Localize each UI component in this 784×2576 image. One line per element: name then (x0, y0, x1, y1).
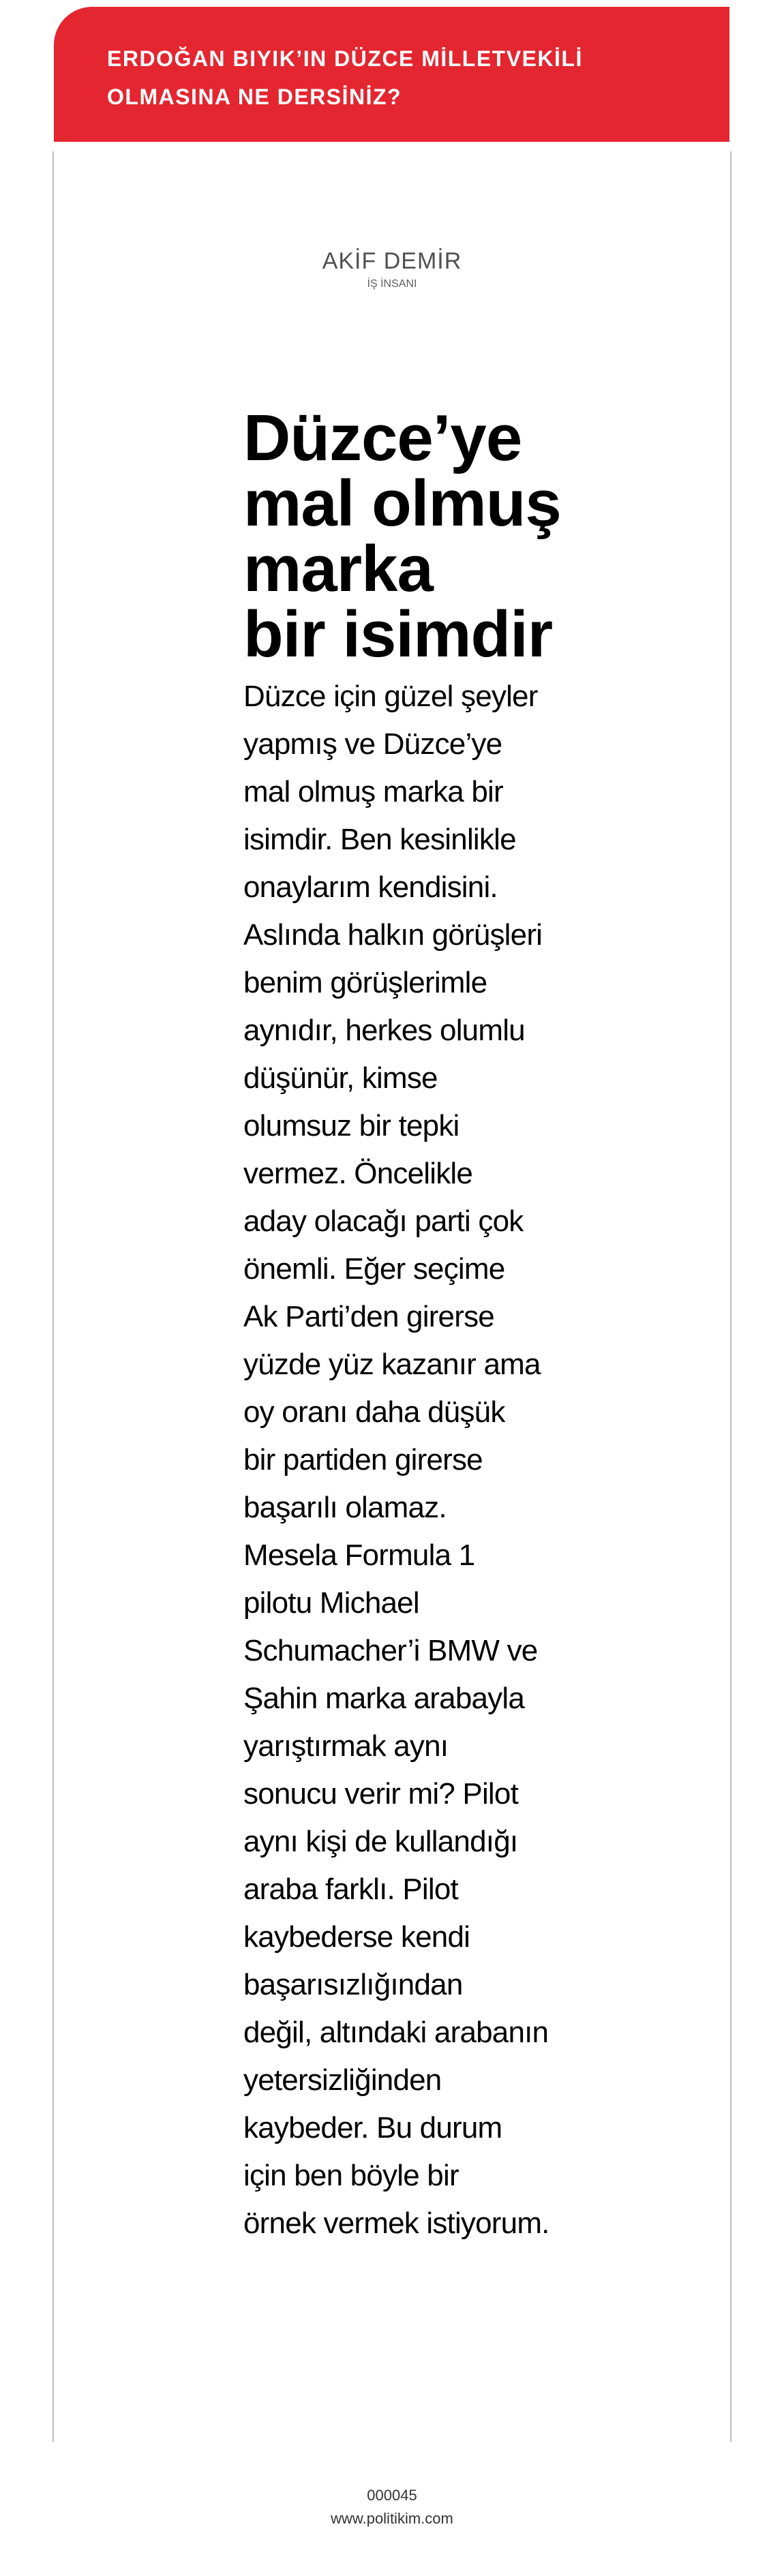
body-line: vermez. Öncelikle (243, 1157, 473, 1190)
body-line: mal olmuş marka bir (243, 775, 503, 808)
body-line: aynı kişi de kullandığı (243, 1825, 518, 1858)
right-border-rule (730, 151, 732, 2442)
body-line: aynıdır, herkes olumlu (243, 1014, 525, 1047)
banner-title (107, 40, 707, 116)
body-line: önemli. Eğer seçime (243, 1252, 505, 1286)
headline-line: marka (243, 532, 433, 605)
banner-title-line-2: OLMASINA NE DERSİNİZ? (107, 85, 402, 109)
footer (0, 2484, 784, 2530)
headline (243, 401, 571, 671)
body-line: Ak Parti’den girerse (243, 1300, 494, 1333)
banner-title-line-1: ERDOĞAN BIYIK’IN DÜZCE MİLLETVEKİLİ (107, 46, 583, 71)
body-line: bir partiden girerse (243, 1443, 483, 1476)
body-line: onaylarım kendisini. (243, 870, 498, 904)
body-line: düşünür, kimse (243, 1061, 438, 1095)
page-number: 000045 (367, 2487, 417, 2504)
headline-line: bir isimdir (243, 598, 553, 671)
author-name: AKİF DEMİR (322, 248, 462, 274)
body-line: kaybederse kendi (243, 1920, 470, 1954)
body-line: isimdir. Ben kesinlikle (243, 823, 516, 856)
body-line: aday olacağı parti çok (243, 1204, 524, 1238)
author-title: İŞ İNSANI (367, 278, 417, 290)
author-block (0, 247, 784, 292)
website-link[interactable]: www.politikim.com (331, 2510, 453, 2527)
body-line: olumsuz bir tepki (243, 1109, 459, 1142)
body-line: yarıştırmak aynı (243, 1729, 449, 1763)
body-line: örnek vermek istiyorum. (243, 2207, 549, 2240)
headline-line: mal olmuş (243, 467, 561, 540)
body-line: pilotu Michael (243, 1586, 419, 1620)
headline-line: Düzce’ye (243, 401, 522, 474)
body-line: Şahin marka arabayla (243, 1682, 525, 1715)
body-line: yüzde yüz kazanır ama (243, 1348, 541, 1381)
body-line: Aslında halkın görüşleri (243, 918, 543, 952)
body-line: başarılı olamaz. (243, 1491, 447, 1524)
body-line: değil, altındaki arabanın (243, 2016, 549, 2049)
body-line: Mesela Formula 1 (243, 1539, 475, 1572)
body-line: kaybeder. Bu durum (243, 2111, 502, 2145)
body-line: yetersizliğinden (243, 2063, 442, 2097)
body-line: Düzce için güzel şeyler (243, 680, 538, 713)
body-line: yapmış ve Düzce’ye (243, 727, 502, 761)
body-line: benim görüşlerimle (243, 966, 487, 999)
article (243, 401, 571, 2247)
article-body (243, 673, 571, 2247)
body-line: başarısızlığından (243, 1968, 463, 2001)
header-banner (54, 7, 729, 142)
left-border-rule (52, 151, 54, 2442)
body-line: için ben böyle bir (243, 2159, 459, 2192)
body-line: oy oranı daha düşük (243, 1395, 505, 1429)
body-line: araba farklı. Pilot (243, 1873, 458, 1906)
body-line: Schumacher’i BMW ve (243, 1634, 538, 1667)
body-line: sonucu verir mi? Pilot (243, 1777, 518, 1810)
